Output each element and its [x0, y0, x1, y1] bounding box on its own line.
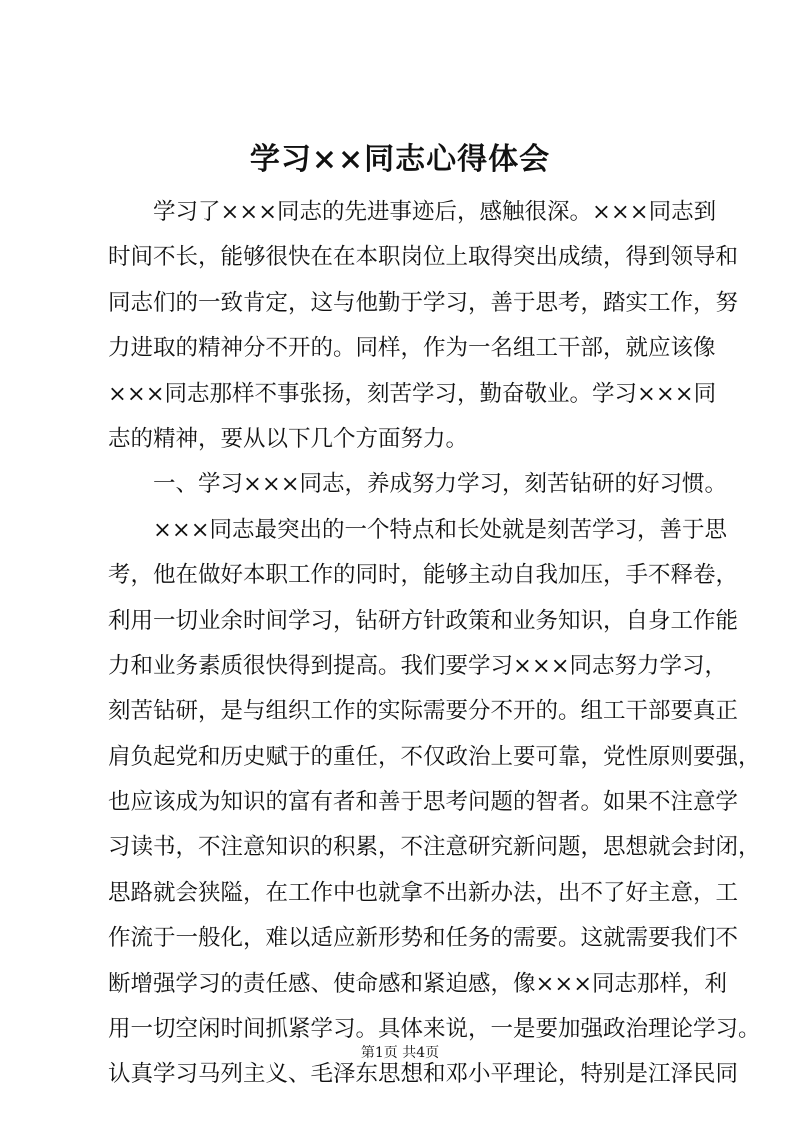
paragraph-line: 刻苦钻研，是与组织工作的实际需要分不开的。组工干部要真正 — [108, 698, 739, 725]
paragraph-line: 习读书，不注意知识的积累，不注意研究新问题，思想就会封闭， — [108, 834, 761, 861]
section-heading: 一、学习×××同志，养成努力学习，刻苦钻研的好习惯。 — [153, 471, 728, 498]
paragraph-line: ×××同志那样不事张扬，刻苦学习，勤奋敬业。学习×××同 — [108, 380, 717, 407]
paragraph-line: 思路就会狭隘，在工作中也就拿不出新办法，出不了好主意，工 — [108, 879, 739, 906]
paragraph-line: 力和业务素质很快得到提高。我们要学习×××同志努力学习， — [108, 652, 728, 679]
paragraph-line: 利用一切业余时间学习，钻研方针政策和业务知识，自身工作能 — [108, 607, 739, 634]
paragraph-line: 用一切空闲时间抓紧学习。具体来说，一是要加强政治理论学习。 — [108, 1016, 761, 1043]
paragraph-line: ×××同志最突出的一个特点和长处就是刻苦学习，善于思 — [153, 516, 728, 543]
paragraph-line: 学习了×××同志的先进事迹后，感触很深。×××同志到 — [153, 199, 717, 225]
paragraph-line: 肩负起党和历史赋于的重任，不仅政治上要可靠，党性原则要强， — [108, 743, 761, 770]
paragraph-line: 断增强学习的责任感、使命感和紧迫感，像×××同志那样，利 — [108, 970, 728, 997]
paragraph-line: 力进取的精神分不开的。同样，作为一名组工干部，就应该像 — [108, 335, 716, 362]
document-title: 学习××同志心得体会 — [249, 142, 551, 177]
paragraph-line: 认真学习马列主义、毛泽东思想和邓小平理论，特别是江泽民同 — [108, 1061, 739, 1088]
paragraph-line: 作流于一般化，难以适应新形势和任务的需要。这就需要我们不 — [108, 925, 739, 952]
page-footer: 第1页 共4页 — [360, 1045, 440, 1061]
paragraph-line: 时间不长，能够很快在在本职岗位上取得突出成绩，得到领导和 — [108, 244, 739, 271]
paragraph-line: 也应该成为知识的富有者和善于思考问题的智者。如果不注意学 — [108, 789, 739, 816]
paragraph-line: 同志们的一致肯定，这与他勤于学习，善于思考，踏实工作，努 — [108, 289, 739, 316]
paragraph-line: 考，他在做好本职工作的同时，能够主动自我加压，手不释卷， — [108, 562, 739, 589]
paragraph-line: 志的精神，要从以下几个方面努力。 — [108, 425, 469, 452]
document-body — [108, 190, 761, 1098]
